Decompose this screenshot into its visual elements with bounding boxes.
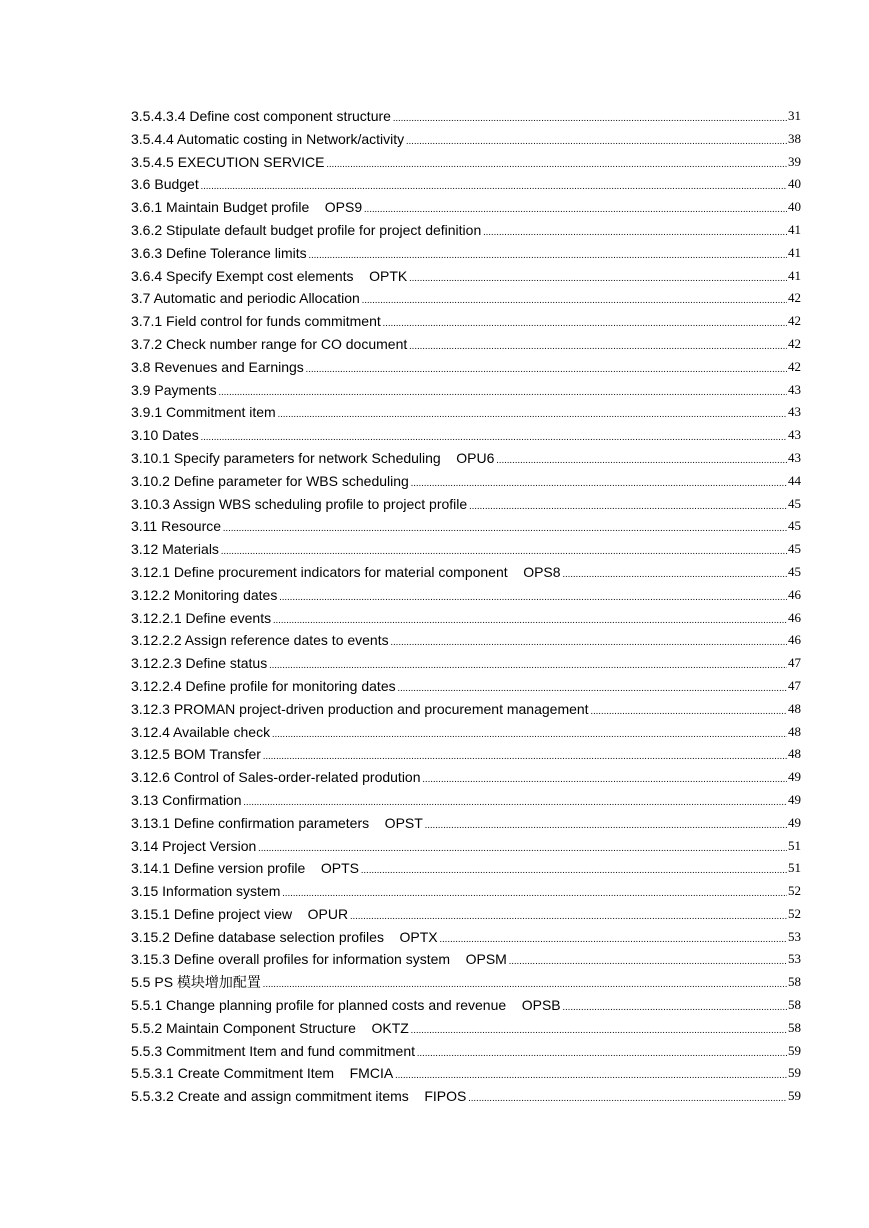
toc-entry-title: 3.15 Information system [131,883,281,900]
toc-dot-leader [364,196,787,219]
toc-entry-title: 3.15.2 Define database selection profiles OPTX [131,928,438,945]
toc-entry-title: 3.12.2.3 Define status [131,655,268,672]
toc-entry-title: 5.5.1 Change planning profile for planned costs and revenue OPSB [131,997,561,1014]
toc-entry-page-number: 43 [788,449,801,465]
toc-dot-leader [223,515,787,538]
toc-dot-leader [496,447,787,470]
toc-dot-leader [411,1017,787,1040]
toc-entry-title: 3.12.2.2 Assign reference dates to events [131,632,389,649]
toc-entry[interactable] [131,424,801,447]
toc-entry-title: 5.5.3.2 Create and assign commitment items FIPOS [131,1088,467,1105]
toc-entry-page-number: 44 [788,472,801,488]
toc-entry-title: 3.13 Confirmation [131,791,242,808]
toc-entry[interactable] [131,789,801,812]
toc-entry-title: 3.12.5 BOM Transfer [131,746,261,763]
toc-entry[interactable] [131,265,801,288]
toc-entry[interactable] [131,948,801,971]
toc-entry-page-number: 52 [788,883,801,899]
toc-dot-leader [219,379,787,402]
toc-dot-leader [221,538,787,561]
toc-entry[interactable] [131,561,801,584]
toc-entry[interactable] [131,994,801,1017]
toc-entry-title: 5.5.2 Maintain Component Structure OKTZ [131,1019,409,1036]
toc-entry-page-number: 43 [788,404,801,420]
toc-entry-title: 3.7.1 Field control for funds commitment [131,313,381,330]
toc-entry-page-number: 42 [788,313,801,329]
toc-dot-leader [309,242,787,265]
toc-dot-leader [468,1085,787,1108]
toc-entry-title: 3.6 Budget [131,176,199,193]
table-of-contents [131,105,801,1108]
toc-entry-page-number: 40 [788,199,801,215]
toc-entry[interactable] [131,401,801,424]
toc-entry[interactable] [131,880,801,903]
toc-dot-leader [417,1040,787,1063]
toc-entry-page-number: 46 [788,609,801,625]
toc-entry-title: 3.12.4 Available check [131,723,271,740]
toc-dot-leader [278,401,787,424]
toc-entry-page-number: 46 [788,632,801,648]
toc-dot-leader [350,903,787,926]
toc-entry[interactable] [131,470,801,493]
toc-entry-page-number: 48 [788,723,801,739]
toc-dot-leader [306,356,787,379]
toc-entry[interactable] [131,287,801,310]
toc-dot-leader [201,424,787,447]
toc-entry-page-number: 59 [788,1065,801,1081]
toc-entry-page-number: 38 [788,130,801,146]
toc-entry-page-number: 58 [788,1019,801,1035]
toc-entry[interactable] [131,310,801,333]
toc-dot-leader [395,1062,787,1085]
toc-entry-page-number: 51 [788,837,801,853]
toc-dot-leader [398,675,787,698]
toc-entry[interactable] [131,333,801,356]
toc-entry-page-number: 45 [788,541,801,557]
toc-dot-leader [326,151,787,174]
toc-entry[interactable] [131,971,801,994]
toc-entry-page-number: 59 [788,1088,801,1104]
toc-entry-page-number: 45 [788,563,801,579]
toc-entry[interactable] [131,903,801,926]
toc-entry-page-number: 45 [788,518,801,534]
toc-entry-title: 3.11 Resource [131,518,222,535]
toc-dot-leader [563,994,787,1017]
toc-entry-title: 3.12.2.4 Define profile for monitoring dates [131,677,396,694]
toc-entry-title: 3.12.6 Control of Sales-order-related prodution [131,769,421,786]
toc-dot-leader [263,743,787,766]
toc-dot-leader [272,721,787,744]
toc-entry-title: 3.15.1 Define project view OPUR [131,905,349,922]
toc-entry[interactable] [131,128,801,151]
toc-entry[interactable] [131,721,801,744]
toc-entry[interactable] [131,1040,801,1063]
toc-entry[interactable] [131,151,801,174]
toc-entry-title: 3.10.3 Assign WBS scheduling profile to project profile [131,495,468,512]
toc-entry[interactable] [131,242,801,265]
toc-entry-page-number: 40 [788,176,801,192]
toc-entry[interactable] [131,698,801,721]
toc-entry[interactable] [131,812,801,835]
toc-dot-leader [393,105,787,128]
toc-dot-leader [440,926,787,949]
toc-dot-leader [409,265,787,288]
toc-entry[interactable] [131,447,801,470]
toc-entry[interactable] [131,766,801,789]
toc-entry-page-number: 46 [788,586,801,602]
toc-entry[interactable] [131,538,801,561]
toc-entry-page-number: 48 [788,746,801,762]
toc-entry-title: 3.12 Materials [131,541,219,558]
toc-entry-page-number: 31 [788,108,801,123]
toc-entry-page-number: 43 [788,381,801,397]
toc-entry-title: 3.12.1 Define procurement indicators for material component OPS8 [131,563,561,580]
toc-entry[interactable] [131,652,801,675]
toc-entry-title: 3.10.2 Define parameter for WBS scheduling [131,472,409,489]
toc-entry-title: 3.10.1 Specify parameters for network Scheduling OPU6 [131,449,495,466]
toc-entry-title: 3.5.4.4 Automatic costing in Network/activity [131,130,405,147]
toc-entry-page-number: 52 [788,905,801,921]
toc-entry-page-number: 42 [788,358,801,374]
toc-entry[interactable] [131,1017,801,1040]
toc-entry-page-number: 41 [788,221,801,237]
toc-entry-page-number: 53 [788,951,801,967]
toc-entry[interactable] [131,105,801,128]
toc-dot-leader [361,857,787,880]
toc-entry[interactable] [131,493,801,516]
toc-entry[interactable] [131,675,801,698]
toc-dot-leader [509,948,787,971]
toc-dot-leader [423,766,787,789]
toc-entry-page-number: 39 [788,153,801,169]
toc-entry[interactable] [131,584,801,607]
toc-entry-page-number: 41 [788,244,801,260]
toc-dot-leader [244,789,787,812]
toc-entry-title: 3.12.2.1 Define events [131,609,272,626]
toc-entry-title: 5.5.3 Commitment Item and fund commitment [131,1042,415,1059]
toc-entry-page-number: 49 [788,814,801,830]
toc-dot-leader [563,561,787,584]
toc-entry-title: 3.14 Project Version [131,837,257,854]
toc-entry-page-number: 51 [788,860,801,876]
toc-entry-title: 3.9.1 Commitment item [131,404,276,421]
toc-entry-title: 3.6.4 Specify Exempt cost elements OPTK [131,267,408,284]
toc-dot-leader [591,698,787,721]
toc-entry-title: 3.5.4.5 EXECUTION SERVICE [131,153,325,170]
toc-entry-title: 3.7.2 Check number range for CO document [131,335,408,352]
toc-entry[interactable] [131,173,801,196]
toc-entry[interactable] [131,379,801,402]
toc-dot-leader [409,333,787,356]
toc-dot-leader [282,880,787,903]
toc-entry-page-number: 43 [788,427,801,443]
toc-dot-leader [263,971,787,994]
toc-entry-page-number: 42 [788,290,801,306]
toc-dot-leader [279,584,787,607]
toc-entry-title: 5.5.3.1 Create Commitment Item FMCIA [131,1065,394,1082]
toc-entry-page-number: 49 [788,791,801,807]
toc-entry-page-number: 49 [788,769,801,785]
toc-entry-page-number: 53 [788,928,801,944]
toc-entry-title: 3.7 Automatic and periodic Allocation [131,290,360,307]
toc-entry-page-number: 58 [788,997,801,1013]
toc-dot-leader [273,607,787,630]
toc-entry[interactable] [131,629,801,652]
toc-entry-title: 3.9 Payments [131,381,217,398]
toc-dot-leader [411,470,787,493]
toc-entry[interactable] [131,1085,801,1108]
toc-entry[interactable] [131,607,801,630]
toc-entry[interactable] [131,515,801,538]
toc-entry-title: 3.6.2 Stipulate default budget profile for project definition [131,221,482,238]
toc-entry[interactable] [131,857,801,880]
toc-entry-title: 5.5 PS 模块增加配置 [131,974,261,991]
toc-entry[interactable] [131,1062,801,1085]
toc-entry[interactable] [131,743,801,766]
toc-entry-title: 3.10 Dates [131,427,199,444]
toc-entry-title: 3.6.3 Define Tolerance limits [131,244,307,261]
toc-entry-title: 3.14.1 Define version profile OPTS [131,860,359,877]
toc-entry[interactable] [131,926,801,949]
toc-dot-leader [362,287,787,310]
toc-dot-leader [469,493,787,516]
toc-dot-leader [383,310,787,333]
toc-entry-title: 3.15.3 Define overall profiles for information system OPSM [131,951,507,968]
toc-entry-page-number: 47 [788,655,801,671]
toc-dot-leader [483,219,787,242]
toc-dot-leader [258,835,787,858]
toc-dot-leader [406,128,787,151]
toc-dot-leader [201,173,787,196]
toc-entry-page-number: 47 [788,677,801,693]
toc-dot-leader [269,652,787,675]
toc-entry-page-number: 48 [788,700,801,716]
toc-dot-leader [391,629,787,652]
toc-entry[interactable] [131,219,801,242]
toc-entry[interactable] [131,356,801,379]
toc-entry-page-number: 42 [788,335,801,351]
toc-entry-title: 3.12.3 PROMAN project-driven production and procurement management [131,700,589,717]
toc-entry-title: 3.12.2 Monitoring dates [131,586,278,603]
toc-entry-title: 3.5.4.3.4 Define cost component structure [131,108,391,124]
toc-entry-title: 3.6.1 Maintain Budget profile OPS9 [131,199,363,216]
toc-entry-title: 3.13.1 Define confirmation parameters OPST [131,814,423,831]
toc-dot-leader [425,812,787,835]
toc-entry-page-number: 45 [788,495,801,511]
toc-entry-page-number: 59 [788,1042,801,1058]
toc-entry-title: 3.8 Revenues and Earnings [131,358,304,375]
toc-entry[interactable] [131,196,801,219]
toc-entry[interactable] [131,835,801,858]
toc-entry-page-number: 58 [788,974,801,990]
toc-entry-page-number: 41 [788,267,801,283]
